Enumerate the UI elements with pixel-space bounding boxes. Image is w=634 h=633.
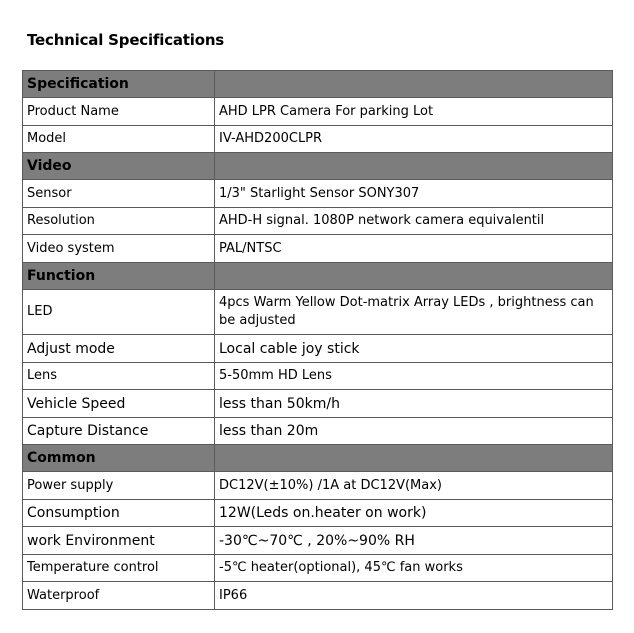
row-value: AHD-H signal. 1080P network camera equivalentil xyxy=(215,208,613,235)
table-row xyxy=(23,180,613,208)
row-label: Resolution xyxy=(23,208,215,235)
page-title: Technical Specifications xyxy=(27,31,225,49)
row-value: AHD LPR Camera For parking Lot xyxy=(215,98,613,126)
row-value: less than 50km/h xyxy=(215,390,613,418)
row-label: Consumption xyxy=(23,500,215,527)
row-label: Sensor xyxy=(23,180,215,208)
section-heading: Common xyxy=(23,445,215,472)
row-value: less than 20m xyxy=(215,418,613,445)
row-value: 4pcs Warm Yellow Dot-matrix Array LEDs , brightness can be adjusted xyxy=(215,290,613,335)
row-label: Adjust mode xyxy=(23,335,215,363)
table-row xyxy=(23,390,613,418)
row-value: -30℃~70℃ , 20%~90% RH xyxy=(215,527,613,555)
row-value: Local cable joy stick xyxy=(215,335,613,363)
table-row xyxy=(23,235,613,263)
row-value: 1/3" Starlight Sensor SONY307 xyxy=(215,180,613,208)
section-heading-blank xyxy=(215,445,613,472)
row-value: IV-AHD200CLPR xyxy=(215,126,613,153)
row-label: Power supply xyxy=(23,472,215,500)
table-row xyxy=(23,290,613,335)
section-header-video xyxy=(23,153,613,180)
row-value: IP66 xyxy=(215,582,613,610)
table-row xyxy=(23,335,613,363)
section-heading: Video xyxy=(23,153,215,180)
spec-table xyxy=(22,70,613,610)
row-label: Product Name xyxy=(23,98,215,126)
section-heading: Specification xyxy=(23,71,215,98)
section-header-common xyxy=(23,445,613,472)
table-row xyxy=(23,582,613,610)
section-heading-blank xyxy=(215,263,613,290)
section-heading: Function xyxy=(23,263,215,290)
section-header-function xyxy=(23,263,613,290)
row-label: Model xyxy=(23,126,215,153)
table-row xyxy=(23,418,613,445)
row-label: Vehicle Speed xyxy=(23,390,215,418)
row-value: DC12V(±10%) /1A at DC12V(Max) xyxy=(215,472,613,500)
section-header-specification xyxy=(23,71,613,98)
table-row xyxy=(23,126,613,153)
section-heading-blank xyxy=(215,153,613,180)
row-label: Video system xyxy=(23,235,215,263)
row-label: Capture Distance xyxy=(23,418,215,445)
row-value: PAL/NTSC xyxy=(215,235,613,263)
row-value: -5℃ heater(optional), 45℃ fan works xyxy=(215,555,613,582)
row-label: work Environment xyxy=(23,527,215,555)
row-label: Lens xyxy=(23,363,215,390)
table-row xyxy=(23,472,613,500)
table-row xyxy=(23,500,613,527)
row-label: LED xyxy=(23,290,215,335)
table-row xyxy=(23,98,613,126)
row-value: 12W(Leds on.heater on work) xyxy=(215,500,613,527)
table-row xyxy=(23,363,613,390)
row-label: Temperature control xyxy=(23,555,215,582)
row-value: 5-50mm HD Lens xyxy=(215,363,613,390)
section-heading-blank xyxy=(215,71,613,98)
table-row xyxy=(23,208,613,235)
table-row xyxy=(23,555,613,582)
table-row xyxy=(23,527,613,555)
row-label: Waterproof xyxy=(23,582,215,610)
